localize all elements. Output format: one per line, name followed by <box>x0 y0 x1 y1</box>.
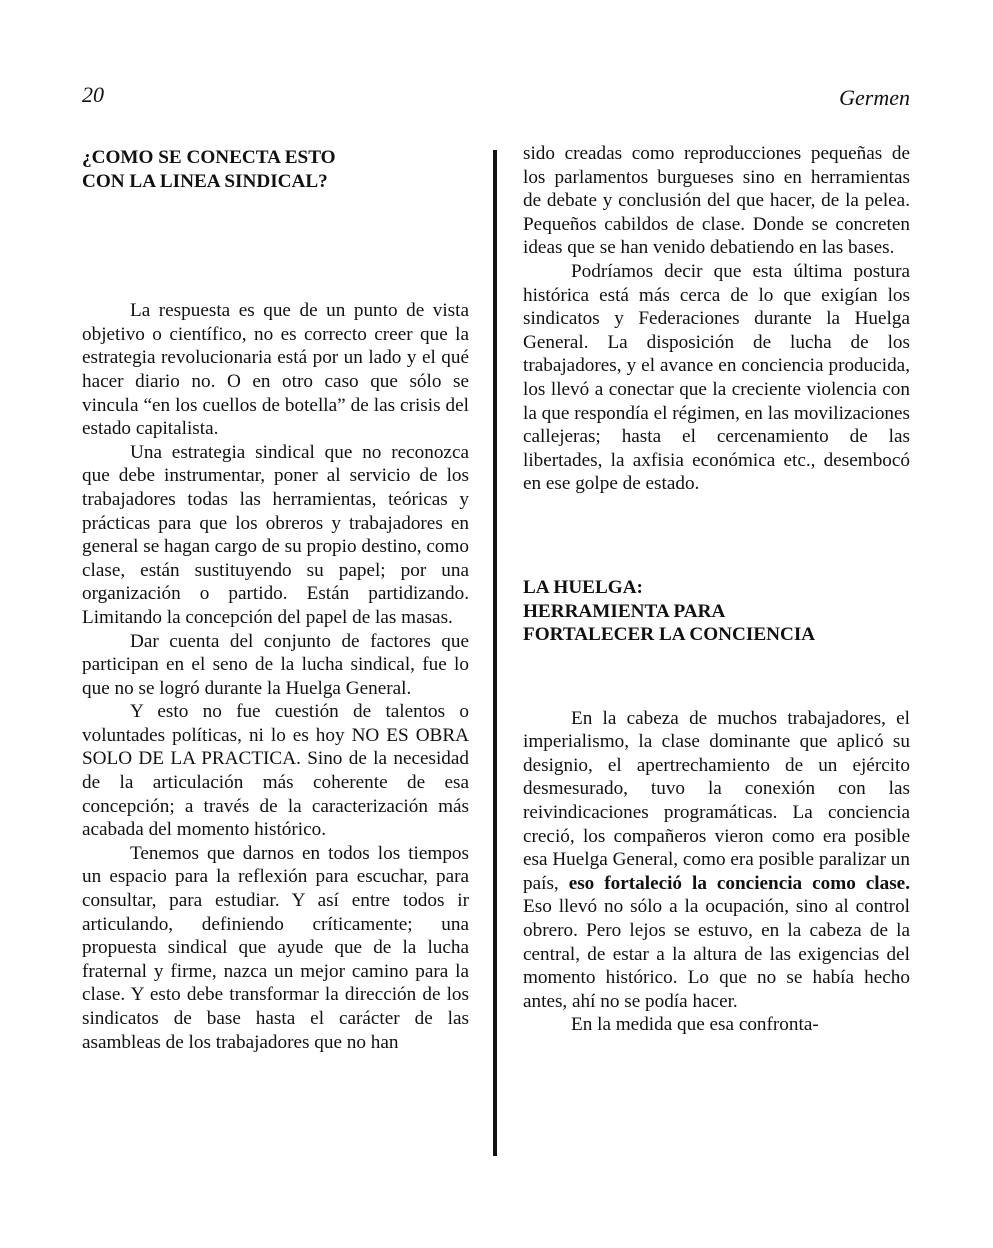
paragraph: Podríamos decir que esta última postura histórica está más cerca de lo que exigían los sindicatos y Federaciones durante la Huelga General. La disposición de lucha de los trabajadores, y el avance en conciencia producida, los llevó a conectar que la creciente violencia con la que respondía el régimen, en las movilizaciones callejeras; hasta el cercenamiento de las libertades, la axfisia económica etc., desembocó en ese golpe de estado. <box>523 260 910 495</box>
right-column <box>523 142 910 1037</box>
left-column <box>82 142 469 1054</box>
paragraph: Dar cuenta del conjunto de factores que participan en el seno de la lucha sindical, fue lo que no se logró durante la Huelga General. <box>82 630 469 699</box>
paragraph: Y esto no fue cuestión de talentos o voluntades políticas, ni lo es hoy NO ES OBRA SOLO DE LA PRACTICA. Sino de la necesidad de la articulación más coherente de esa concepción; a través de la caracterización más acabada del momento histórico. <box>82 701 469 841</box>
heading-line: CON LA LINEA SINDICAL? <box>82 170 328 192</box>
section-heading-conecta <box>82 146 469 193</box>
heading-line: FORTALECER LA CONCIENCIA <box>523 624 816 646</box>
heading-line: HERRAMIENTA PARA <box>523 600 726 622</box>
running-title: Germen <box>839 85 910 110</box>
heading-line: ¿COMO SE CONECTA ESTO <box>82 147 336 168</box>
paragraph-text: En la cabeza de muchos trabajadores, el imperialismo, la clase dominante que aplicó su designio, el apertrechamiento de un ejército desmesurado, tuvo la conexión con las reivindicaciones programáticas. La conciencia creció, los compañeros vieron como era posible esa Huelga General, como era posible paralizar un país, <box>523 707 910 894</box>
paragraph-text: Eso llevó no sólo a la ocupación, sino al control obrero. Pero lejos se estuvo, en la cabeza de la central, de estar a la altura de las exigencias del momento histórico. Lo que no se había hecho antes, ahí no se podía hacer. <box>523 896 910 1012</box>
paragraph: La respuesta es que de un punto de vista objetivo o científico, no es correcto creer que la estrategia revolucionaria está por un lado y el qué hacer diario no. O en otro caso que sólo se vincula “en los cuellos de botella” de las crisis del estado capitalista. <box>82 300 469 440</box>
section-heading-huelga <box>523 576 910 647</box>
paragraph: En la medida que esa confronta- <box>571 1014 819 1036</box>
column-divider <box>493 150 497 1156</box>
paragraph <box>523 707 910 1014</box>
paragraph: Tenemos que darnos en todos los tiempos un espacio para la reflexión para escuchar, para consultar, para estudiar. Y así entre todos ir articulando, definiendo críticamente; una propuesta sindical que ayude que de la lucha fraternal y firme, nazca un mejor camino para la clase. Y esto debe transformar la dirección de los sindicatos de base hasta el carácter de las asambleas de los trabajadores que no han <box>82 842 469 1053</box>
heading-line: LA HUELGA: <box>523 576 643 598</box>
paragraph: sido creadas como reproducciones pequeñas de los parlamentos burgueses sino en herramientas de debate y conclusión del que hacer, de la pelea. Pequeños cabildos de clase. Donde se concreten ideas que se han venido debatiendo en las bases. <box>523 143 910 259</box>
page-number: 20 <box>82 82 104 107</box>
emphasis-text: eso fortaleció la conciencia como clase. <box>568 872 910 894</box>
paragraph: Una estrategia sindical que no reconozca que debe instrumentar, poner al servicio de los trabajadores todas las herramientas, teóricas y prácticas para que los obreros y trabajadores en general se hagan cargo de su propio destino, como clase, están sustituyendo su papel; por una organización o partido. Están partidizando. Limitando la concepción del papel de las masas. <box>82 441 470 628</box>
